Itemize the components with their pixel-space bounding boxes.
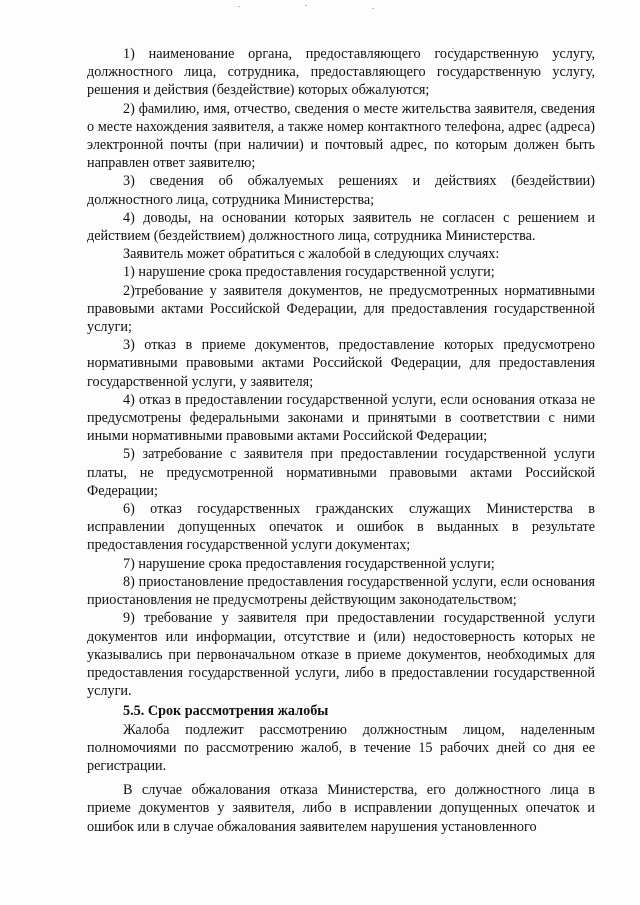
list-item: 4) доводы, на основании которых заявитель не согласен с решением и действием (бездействием) должностного лица, сотрудника Министерства.: [87, 209, 595, 245]
list-item: 3) отказ в приеме документов, предоставление которых предусмотрено нормативными правовыми актами Российской Федерации, для предоставления государственной услуги, у заявителя;: [87, 337, 595, 390]
scan-speck: [372, 8, 374, 9]
paragraph: Заявитель может обратиться с жалобой в следующих случаях:: [123, 246, 500, 263]
list-item: 2)требование у заявителя документов, не предусмотренных нормативными правовыми актами Российской Федерации, для предоставления государственной услуги;: [87, 282, 595, 336]
scan-speck: [305, 5, 307, 6]
list-item: 8) приостановление предоставления государственной услуги, если основания приостановления не предусмотрены действующим законодательством;: [87, 573, 595, 609]
document-body: [87, 45, 595, 836]
list-item: 5) затребование с заявителя при предоставлении государственной услуги платы, не предусмотренной нормативными правовыми актами Российской Федерации;: [87, 446, 595, 499]
list-item: 1) наименование органа, предоставляющего государственную услугу, должностного лица, сотрудника, предоставляющего государственную услугу, решения и действия (бездействие) которых обжалуются;: [87, 46, 595, 99]
scan-speck: [238, 6, 240, 7]
list-item: 7) нарушение срока предоставления государственной услуги;: [123, 555, 495, 572]
list-item: 4) отказ в предоставлении государственной услуги, если основания отказа не предусмотрены федеральными законами и принятыми в соответствии с ними иными нормативными правовыми актами Российской Федерации;: [87, 391, 595, 445]
list-item: 2) фамилию, имя, отчество, сведения о месте жительства заявителя, сведения о месте нахождения заявителя, а также номер контактного телефона, адрес (адреса) электронной почты (при наличии) и почтовый адрес, по которым должен быть направлен ответ заявителю;: [87, 100, 595, 172]
list-item: 6) отказ государственных гражданских служащих Министерства в исправлении допущенных опечаток и ошибок в выданных в результате предоставления государственной услуги документах;: [87, 501, 595, 554]
list-item: 9) требование у заявителя при предоставлении государственной услуги документов или информации, отсутствие и (или) недостоверность которых не указывались при первоначальном отказе в приеме документов, необходимых для предоставления государственной услуги, либо в предоставлении государственной услуги.: [87, 610, 595, 700]
list-item: 3) сведения об обжалуемых решениях и действиях (бездействии) должностного лица, сотрудника Министерства;: [87, 173, 595, 208]
list-item: 1) нарушение срока предоставления государственной услуги;: [123, 264, 495, 281]
section-heading: 5.5. Срок рассмотрения жалобы: [123, 703, 329, 720]
paragraph: В случае обжалования отказа Министерства, его должностного лица в приеме документов у заявителя, либо в исправлении допущенных опечаток и ошибок или в случае обжалования заявителем нарушения установленного: [87, 782, 595, 835]
paragraph: Жалоба подлежит рассмотрению должностным лицом, наделенным полномочиями по рассмотрению жалоб, в течение 15 рабочих дней со дня ее регистрации.: [87, 721, 595, 774]
